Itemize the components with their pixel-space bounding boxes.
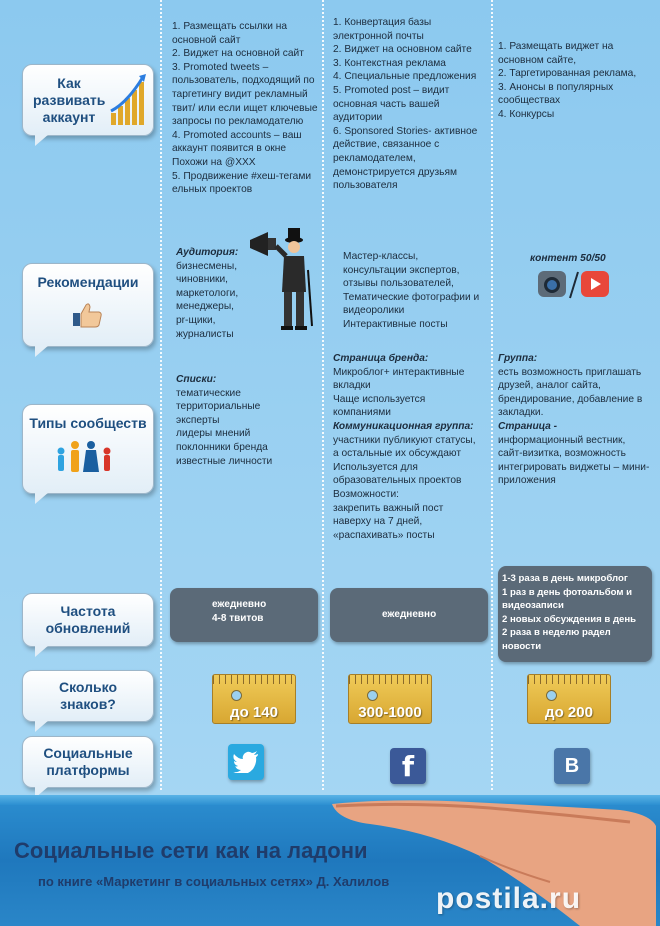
page-title: Социальные сети как на ладони — [14, 838, 368, 863]
row-label-frequency-text: Частота обновлений — [45, 603, 131, 636]
list-item: 2. Виджет на основной сайт — [172, 48, 304, 60]
row-label-platforms — [22, 736, 154, 788]
list-item: отзывы пользователей, — [343, 278, 454, 290]
list-item: бизнесмены, — [176, 260, 238, 272]
vk-frequency-box — [498, 566, 652, 662]
list-item: закрепить важный пост наверху на 7 дней, «распахивать» посты — [333, 502, 444, 541]
list-item: Возможности: — [333, 488, 399, 500]
megaphone-man-illustration — [248, 226, 318, 336]
list-item: поклонники бренда — [176, 441, 268, 453]
twitter-lists — [176, 373, 306, 468]
frequency-line: 2 новых обсуждения в день — [502, 613, 637, 625]
list-item: информационный вестник, сайт-визитка, возможность интегрировать виджеты – мини-приложения — [498, 434, 650, 487]
column-divider-2 — [322, 0, 324, 790]
list-item: 4. Promoted accounts – ваш аккаунт появится в окне Похожи на @XXX — [172, 129, 302, 168]
facebook-recommend — [343, 250, 483, 332]
facebook-types — [333, 352, 479, 542]
vk-letter: B — [564, 754, 580, 777]
row-label-develop — [22, 64, 154, 136]
facebook-char-limit: 300-1000 — [358, 704, 422, 721]
camera-icon — [537, 270, 567, 298]
list-item: pr-щики, — [176, 314, 216, 326]
list-item: менеджеры, — [176, 301, 234, 313]
vk-content-label: контент 50/50 — [530, 253, 606, 264]
list-item: журналисты — [176, 328, 234, 340]
page-title: Страница - — [498, 420, 558, 432]
row-label-frequency — [22, 593, 154, 647]
list-item: Чаще используется компаниями — [333, 393, 426, 419]
twitter-bird-icon — [233, 751, 259, 773]
list-item: эксперты — [176, 414, 220, 426]
row-label-recommend-text: Рекомендации — [37, 274, 139, 290]
list-item: 2. Таргетированная реклама, — [498, 68, 637, 80]
column-divider-3 — [491, 0, 493, 790]
list-item: тематические — [176, 387, 241, 399]
facebook-ruler — [348, 674, 432, 724]
frequency-line: ежедневно — [382, 609, 437, 620]
twitter-icon[interactable] — [228, 744, 264, 780]
facebook-frequency-box — [330, 588, 488, 642]
list-item: 3. Анонсы в популярных сообществах — [498, 81, 614, 107]
twitter-ruler — [212, 674, 296, 724]
frequency-line: 1 раз в день фотоальбом и видеозаписи — [502, 586, 633, 611]
list-item: есть возможность приглашать друзей, аналог сайта, брендирование, добавление в закладки. — [498, 366, 643, 419]
twitter-develop-list — [172, 20, 322, 197]
list-item: Интерактивные посты — [343, 318, 448, 330]
frequency-line: 2 раза в неделю радел новости — [502, 627, 611, 652]
growth-chart-icon — [109, 73, 147, 127]
row-label-chars — [22, 670, 154, 722]
list-item: консультации экспертов, — [343, 264, 460, 276]
list-item: Используется для образовательных проектов — [333, 461, 462, 487]
ruler-hole — [367, 690, 378, 701]
ruler-hole — [546, 690, 557, 701]
group-title: Группа: — [498, 353, 538, 364]
list-item: 4. Конкурсы — [498, 108, 555, 120]
list-item: 4. Специальные предложения — [333, 71, 477, 83]
list-item: Мастер-классы, — [343, 251, 419, 262]
brand-title: Страница бренда: — [333, 353, 429, 364]
vk-icon[interactable] — [554, 748, 590, 784]
list-item: известные личности — [176, 455, 273, 467]
twitter-frequency-box — [170, 588, 318, 642]
list-item: Микроблог+ интерактивные вкладки — [333, 366, 465, 392]
frequency-line: 1-3 раза в день микроблог — [502, 573, 628, 584]
watermark: postila.ru — [436, 882, 582, 915]
video-icon — [580, 270, 610, 298]
list-item: 1. Конвертация базы электронной почты — [333, 17, 432, 42]
list-item: территориальные — [176, 401, 261, 413]
comm-title: Коммуникационная группа: — [333, 420, 474, 432]
list-item: чиновники, — [176, 274, 228, 286]
facebook-letter: f — [401, 749, 415, 783]
list-item: 6. Sponsored Stories- активное действие, связанное с рекламодателем, демонстрируется друзьям пользователя — [333, 125, 478, 192]
list-item: 5. Promoted post – видит основная часть вашей аудитории — [333, 84, 450, 124]
row-label-types-text: Типы сообществ — [29, 415, 147, 431]
list-item: 2. Виджет на основном сайте — [333, 44, 472, 56]
thumbs-up-icon — [71, 302, 103, 328]
vk-ruler — [527, 674, 611, 724]
list-item: 3. Контекстная реклама — [333, 57, 446, 69]
list-item: 1. Размещать виджет на основном сайте, — [498, 41, 614, 66]
facebook-icon[interactable] — [390, 748, 426, 784]
facebook-develop-list — [333, 16, 489, 193]
row-label-platforms-text: Социальные платформы — [43, 745, 133, 778]
column-divider-1 — [160, 0, 162, 790]
row-label-types — [22, 404, 154, 494]
list-item: лидеры мнений — [176, 428, 251, 440]
frequency-line: ежедневно — [212, 599, 267, 610]
frequency-line: 4-8 твитов — [212, 613, 264, 624]
twitter-char-limit: до 140 — [230, 704, 278, 721]
list-item: 3. Promoted tweets – пользователь, подходящий по таргетингу видит рекламный твит/ или если ищет ключевые запросы по рекламодателю — [172, 61, 318, 128]
ruler-hole — [231, 690, 242, 701]
audience-title: Аудитория: — [176, 247, 239, 258]
row-label-chars-text: Сколько знаков? — [58, 679, 117, 712]
family-icon — [53, 439, 117, 475]
lists-title: Списки: — [176, 374, 217, 385]
row-label-develop-text: Как развивать аккаунт — [33, 74, 106, 125]
slash-divider — [568, 270, 580, 300]
list-item: маркетологи, — [176, 287, 239, 299]
list-item: 1. Размещать ссылки на основной сайт — [172, 21, 288, 46]
vk-types — [498, 352, 650, 488]
vk-char-limit: до 200 — [545, 704, 593, 721]
list-item: Тематические фотографии и видеоролики — [343, 291, 480, 317]
row-label-recommend — [22, 263, 154, 347]
list-item: 5. Продвижение #хеш-тегами ельных проектов — [172, 170, 312, 196]
vk-develop-list — [498, 40, 648, 122]
page-subtitle: по книге «Маркетинг в социальных сетях» Д. Халилов — [38, 874, 390, 889]
list-item: участники публикуют статусы, а остальные их обсуждают — [333, 434, 476, 460]
